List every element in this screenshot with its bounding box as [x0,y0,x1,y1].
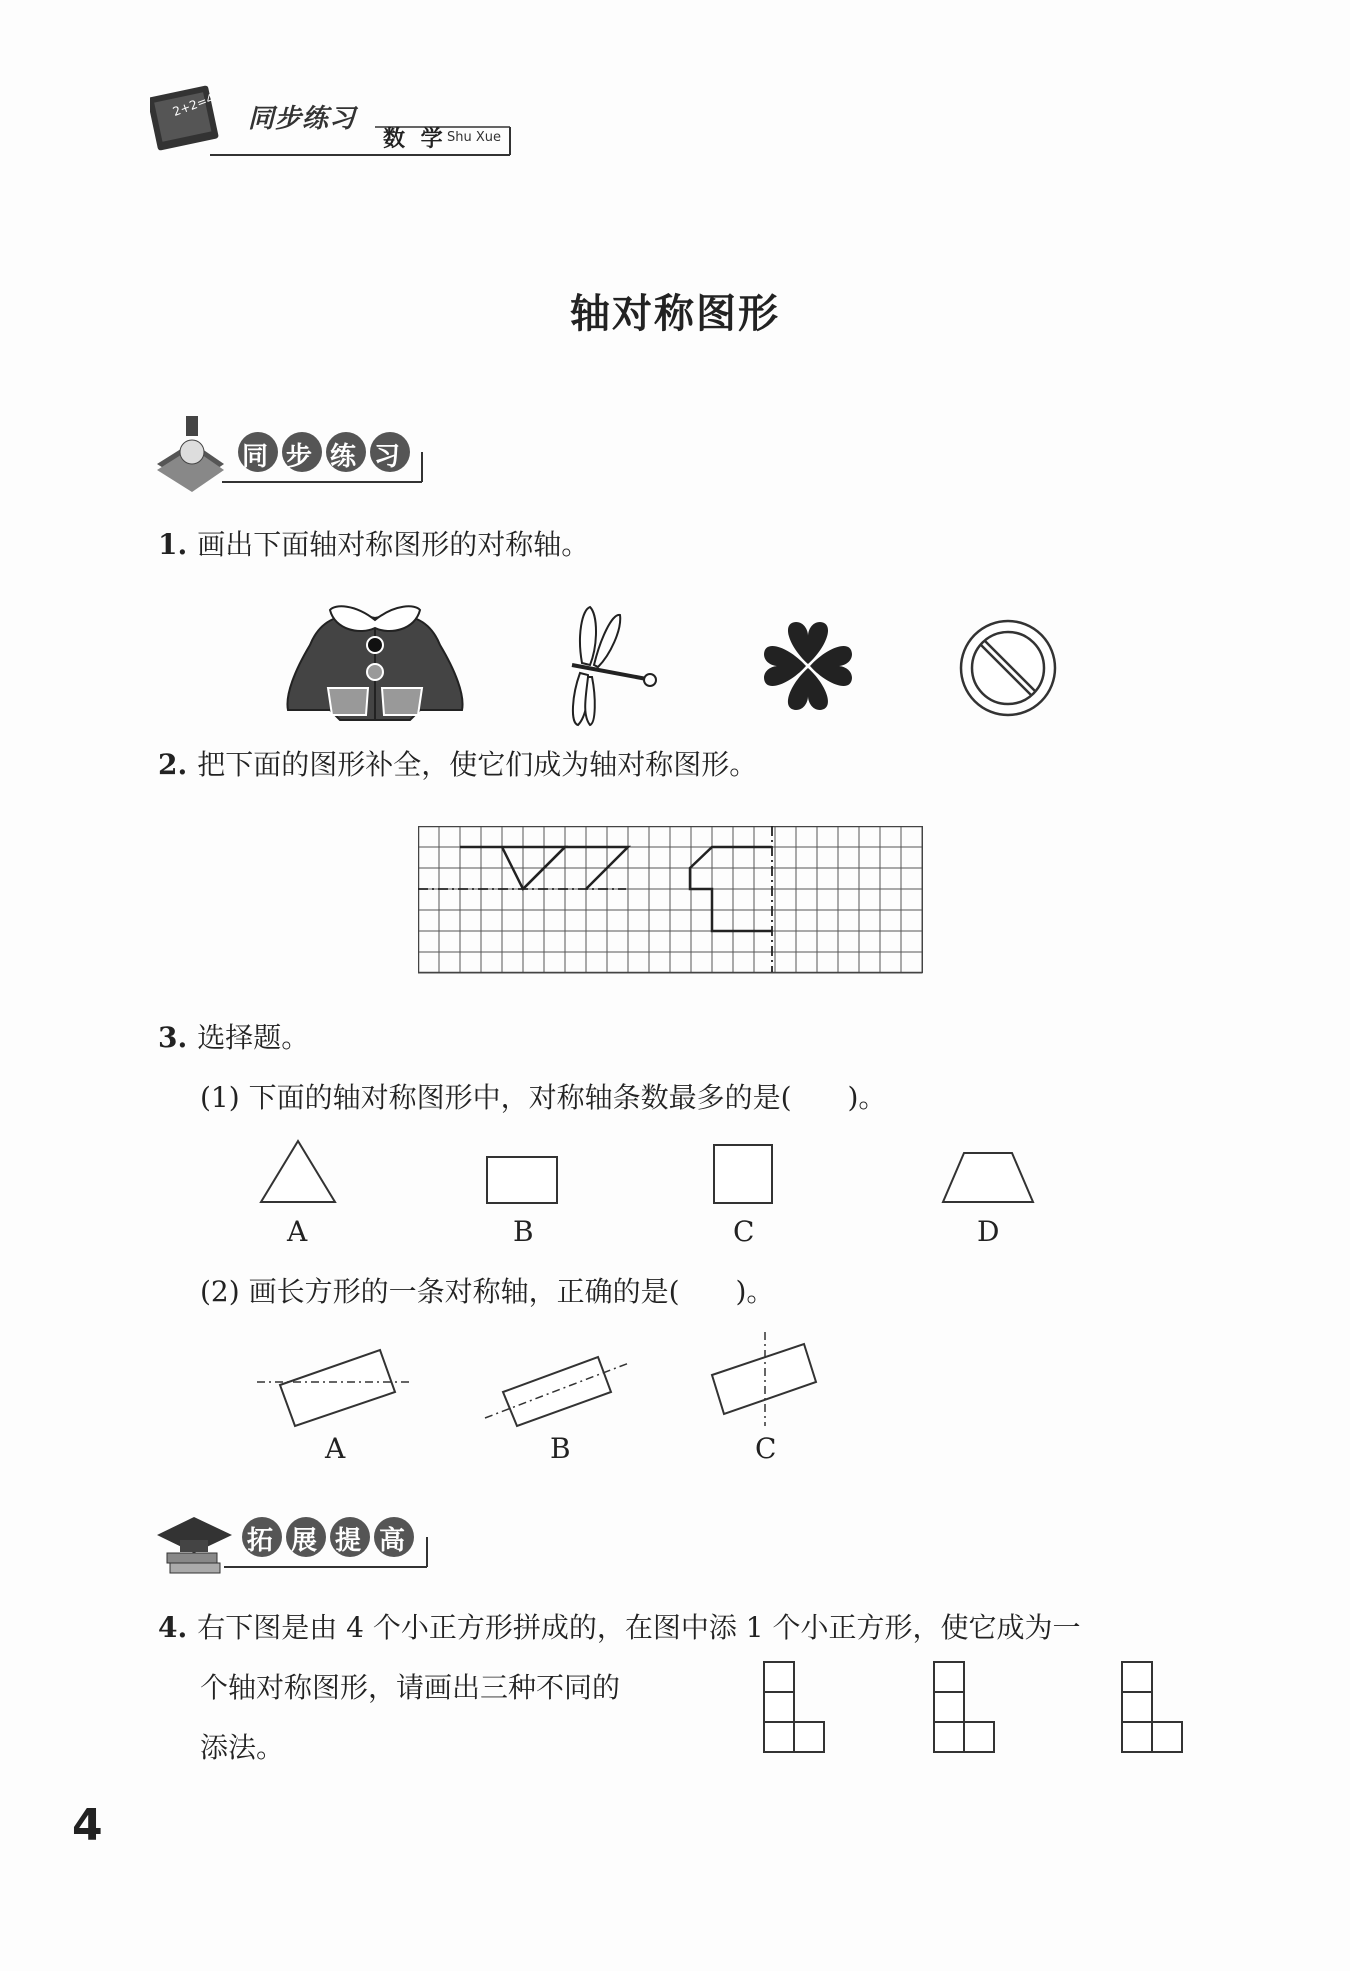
question-4-line2: 个轴对称图形，请画出三种不同的 [200,1671,621,1704]
l-shape-2 [932,1660,996,1754]
question-3-sub1: (1) 下面的轴对称图形中，对称轴条数最多的是( )。 [200,1081,887,1114]
badge-text: 2+2=4 [170,91,217,119]
question-1 [158,525,589,565]
question-4 [158,1608,1080,1648]
question-3-number: 3. [158,1021,188,1054]
q3-2-option-c: C [755,1432,777,1465]
question-2 [158,745,757,785]
q3-2-option-a: A [325,1432,346,1465]
question-3 [158,1018,309,1058]
q3-1-option-b: B [513,1215,534,1248]
question-2-number: 2. [158,748,188,781]
square-option [712,1143,774,1205]
question-4-line1: 右下图是由 4 个小正方形拼成的，在图中添 1 个小正方形，使它成为一 [197,1611,1081,1644]
rect-axis-option-b [483,1340,633,1428]
clover-figure [760,618,856,714]
rectangle-option [485,1155,560,1205]
page-number: 4 [72,1800,103,1851]
header-subject: 数 学 [383,127,447,152]
question-4-line3: 添法。 [200,1731,285,1764]
practice-label: 同步练习 [242,442,419,472]
no-sign-figure [958,618,1058,718]
question-4-number: 4. [158,1611,188,1644]
header-series: 同步练习 [248,104,357,134]
coat-figure [280,600,470,725]
dragonfly-figure [552,605,662,727]
l-shape-1 [762,1660,826,1754]
header-pinyin: Shu Xue [447,130,502,145]
trapezoid-option [940,1150,1036,1205]
q3-1-option-c: C [733,1215,755,1248]
rect-axis-option-a [255,1340,415,1428]
extension-label: 拓展提高 [247,1526,424,1556]
grid-figure [418,826,923,976]
rect-axis-option-c [708,1330,828,1430]
l-shape-3 [1120,1660,1184,1754]
q3-2-option-b: B [550,1432,571,1465]
q3-1-option-a: A [287,1215,308,1248]
question-3-text: 选择题。 [197,1021,310,1054]
question-2-text: 把下面的图形补全，使它们成为轴对称图形。 [197,748,758,781]
question-3-sub2: (2) 画长方形的一条对称轴，正确的是( )。 [200,1275,775,1308]
q3-1-option-d: D [977,1215,1000,1248]
question-1-number: 1. [158,528,188,561]
page-title: 轴对称图形 [570,290,780,337]
triangle-option [258,1138,338,1206]
question-1-text: 画出下面轴对称图形的对称轴。 [197,528,590,561]
